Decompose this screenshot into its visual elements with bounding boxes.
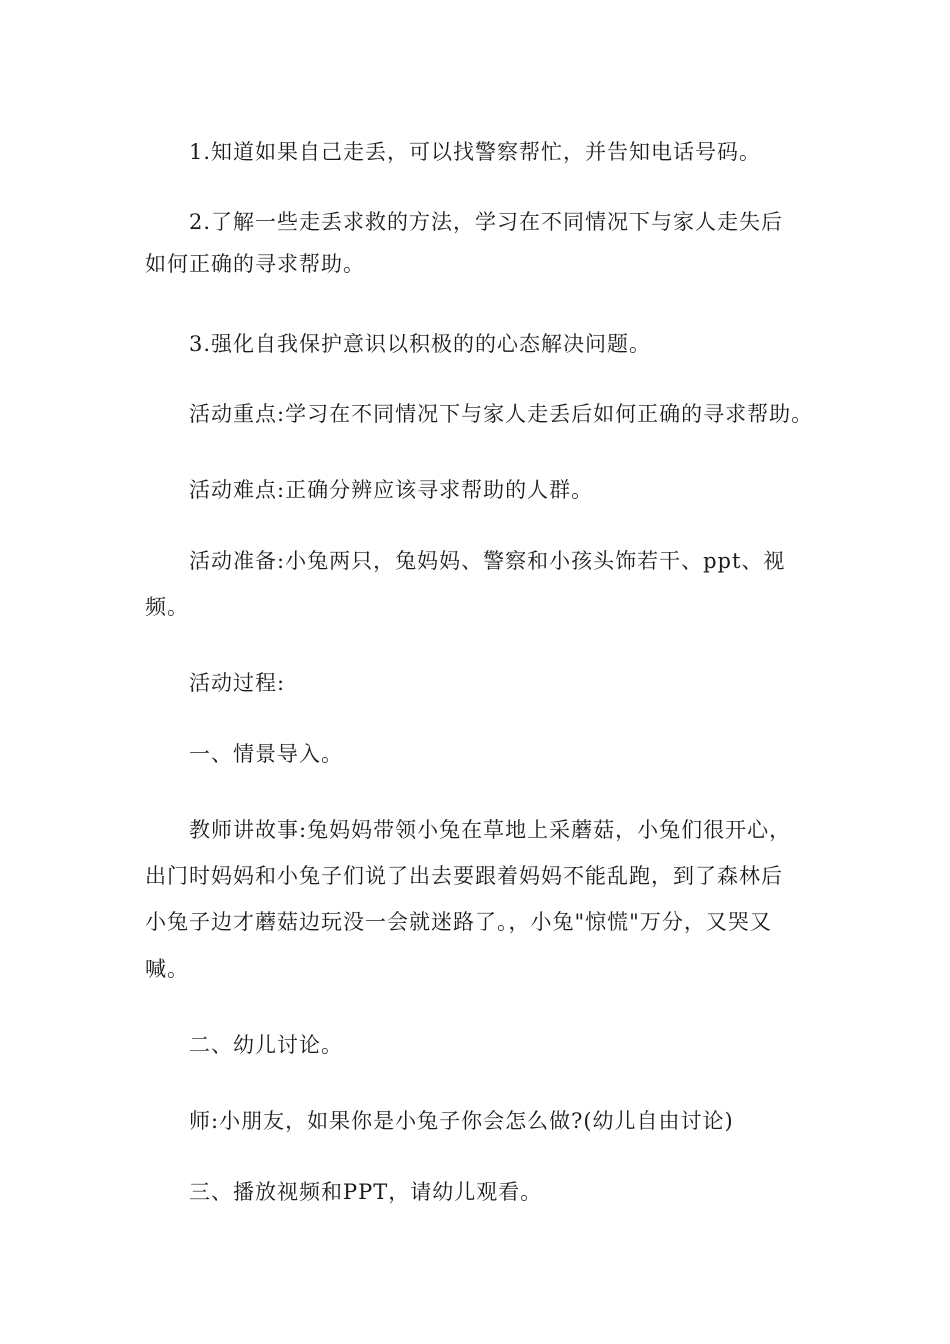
- story-line-4: 喊。: [145, 957, 189, 981]
- objective-1: 1.知道如果自己走丢，可以找警察帮忙，并告知电话号码。: [189, 140, 762, 164]
- objective-2-line-1: 2.了解一些走丢求救的方法，学习在不同情况下与家人走失后: [189, 210, 784, 234]
- activity-preparation-line-1: 活动准备:小兔两只，兔妈妈、警察和小孩头饰若干、ppt、视: [189, 549, 786, 573]
- activity-difficulty: 活动难点:正确分辨应该寻求帮助的人群。: [189, 478, 594, 502]
- section-2-heading: 二、幼儿讨论。: [189, 1033, 343, 1057]
- section-3-heading: 三、播放视频和PPT，请幼儿观看。: [189, 1180, 543, 1204]
- activity-preparation-line-2: 频。: [145, 595, 189, 619]
- section-1-heading: 一、情景导入。: [189, 742, 343, 766]
- activity-process-heading: 活动过程:: [189, 671, 286, 695]
- objective-3: 3.强化自我保护意识以积极的的心态解决问题。: [189, 332, 652, 356]
- activity-key-point: 活动重点:学习在不同情况下与家人走丢后如何正确的寻求帮助。: [189, 402, 814, 426]
- story-line-3: 小兔子边才蘑菇边玩没一会就迷路了。，小兔"惊慌"万分，又哭又: [145, 910, 772, 934]
- teacher-question: 师:小朋友，如果你是小兔子你会怎么做?(幼儿自由讨论): [189, 1109, 734, 1133]
- story-line-1: 教师讲故事:兔妈妈带领小兔在草地上采蘑菇，小兔们很开心，: [189, 818, 792, 842]
- objective-2-line-2: 如何正确的寻求帮助。: [145, 252, 365, 276]
- story-line-2: 出门时妈妈和小兔子们说了出去要跟着妈妈不能乱跑，到了森林后: [145, 864, 783, 888]
